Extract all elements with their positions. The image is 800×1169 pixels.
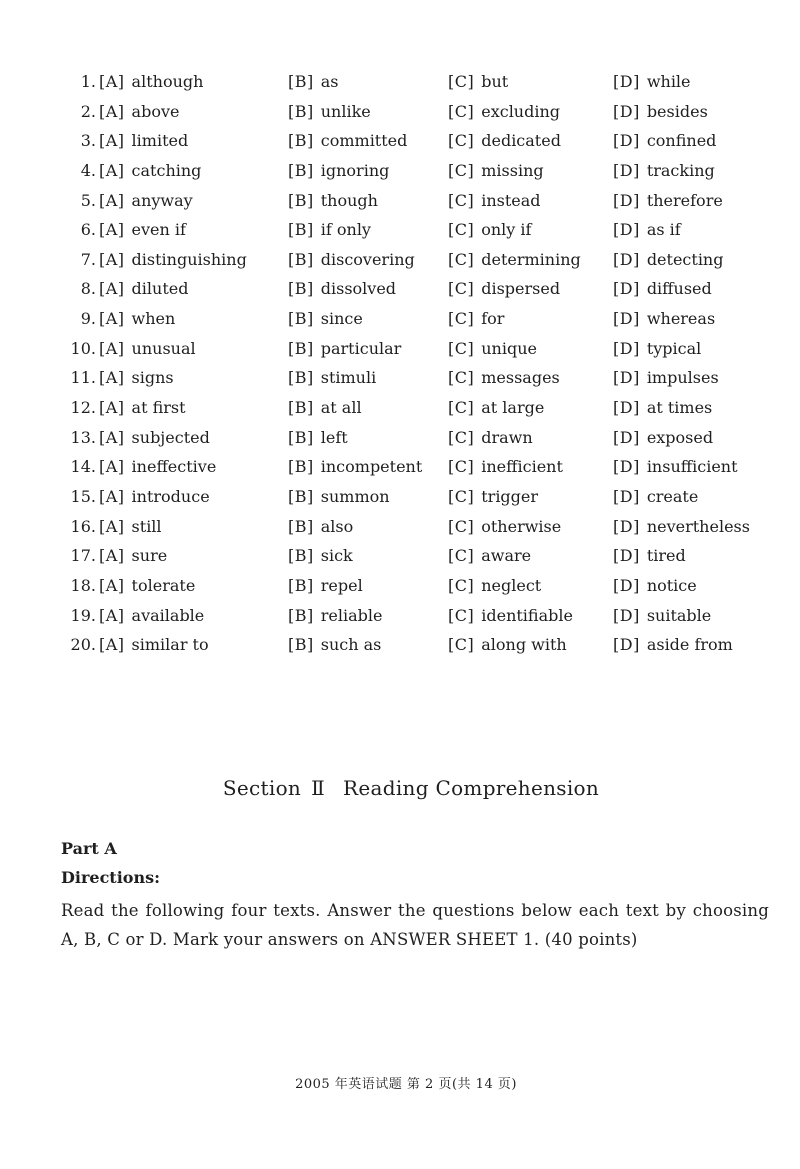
option-text: unlike <box>320 101 371 121</box>
option-letter: [A] <box>99 338 125 358</box>
option-c <box>448 156 613 186</box>
option-text: tracking <box>646 160 715 180</box>
question-row <box>60 482 780 512</box>
option-text: along with <box>481 635 567 655</box>
option-c <box>448 601 613 631</box>
option-b <box>288 482 448 512</box>
option-letter: [A] <box>99 309 125 329</box>
option-letter: [C] <box>448 575 475 595</box>
question-number: 19. <box>70 605 96 625</box>
option-text: as <box>320 72 339 91</box>
option-c <box>448 512 613 542</box>
question-row <box>60 334 780 364</box>
option-letter: [B] <box>288 486 314 506</box>
option-text: summon <box>320 486 390 506</box>
option-letter: [C] <box>448 72 475 91</box>
option-text: create <box>646 486 699 506</box>
option-text: diluted <box>131 279 189 299</box>
question-row <box>60 512 780 542</box>
question-row <box>60 245 780 275</box>
option-c <box>448 630 613 660</box>
question-number: 10. <box>70 338 96 358</box>
option-text: diffused <box>646 279 712 299</box>
question-number: 6. <box>80 220 96 240</box>
option-text: though <box>320 190 378 210</box>
question-row <box>60 393 780 423</box>
option-letter: [C] <box>448 368 475 388</box>
question-number: 4. <box>80 160 96 180</box>
option-d <box>613 541 763 571</box>
option-text: sure <box>131 546 168 566</box>
option-text: therefore <box>646 190 723 210</box>
option-text: discovering <box>320 249 415 269</box>
option-a <box>99 186 288 216</box>
option-letter: [B] <box>288 368 314 388</box>
option-letter: [D] <box>613 220 640 240</box>
option-text: as if <box>646 220 681 240</box>
question-number: 18. <box>70 575 96 595</box>
option-d <box>613 274 763 304</box>
option-text: above <box>131 101 180 121</box>
option-letter: [D] <box>613 575 640 595</box>
option-letter: [C] <box>448 546 475 566</box>
option-letter: [C] <box>448 398 475 418</box>
option-d <box>613 126 763 156</box>
option-letter: [B] <box>288 249 314 269</box>
option-letter: [B] <box>288 131 314 151</box>
option-letter: [A] <box>99 546 125 566</box>
option-letter: [C] <box>448 486 475 506</box>
option-letter: [D] <box>613 516 640 536</box>
option-letter: [C] <box>448 160 475 180</box>
option-d <box>613 363 763 393</box>
part-a-heading: Part A <box>61 839 117 858</box>
option-letter: [C] <box>448 427 475 447</box>
option-a <box>99 452 288 482</box>
option-letter: [B] <box>288 190 314 210</box>
question-number: 3. <box>80 131 96 151</box>
option-text: but <box>481 72 509 91</box>
option-letter: [A] <box>99 101 125 121</box>
option-b <box>288 571 448 601</box>
question-row <box>60 186 780 216</box>
option-letter: [D] <box>613 635 640 655</box>
option-letter: [C] <box>448 190 475 210</box>
option-text: at all <box>320 398 362 418</box>
option-letter: [A] <box>99 486 125 506</box>
option-b <box>288 126 448 156</box>
option-text: impulses <box>646 368 719 388</box>
question-row <box>60 363 780 393</box>
option-text: neglect <box>481 575 542 595</box>
option-b <box>288 97 448 127</box>
option-text: dispersed <box>481 279 561 299</box>
option-c <box>448 245 613 275</box>
option-letter: [D] <box>613 427 640 447</box>
option-letter: [A] <box>99 575 125 595</box>
option-d <box>613 245 763 275</box>
option-text: exposed <box>646 427 714 447</box>
option-text: dedicated <box>481 131 561 151</box>
option-d <box>613 156 763 186</box>
question-row <box>60 274 780 304</box>
option-b <box>288 393 448 423</box>
option-text: when <box>131 309 176 329</box>
option-text: stimuli <box>320 368 377 388</box>
option-text: left <box>320 427 348 447</box>
option-d <box>613 67 763 97</box>
section-numeral: Ⅱ <box>311 776 326 800</box>
option-b <box>288 541 448 571</box>
option-b <box>288 67 448 97</box>
option-a <box>99 630 288 660</box>
option-letter: [A] <box>99 160 125 180</box>
option-letter: [C] <box>448 279 475 299</box>
option-b <box>288 245 448 275</box>
option-text: determining <box>481 249 581 269</box>
option-letter: [D] <box>613 131 640 151</box>
option-c <box>448 304 613 334</box>
option-text: such as <box>320 635 382 655</box>
option-a <box>99 423 288 453</box>
option-letter: [D] <box>613 457 640 477</box>
option-letter: [D] <box>613 160 640 180</box>
question-number: 11. <box>70 368 96 388</box>
option-text: similar to <box>131 635 209 655</box>
option-text: sick <box>320 546 353 566</box>
question-row <box>60 156 780 186</box>
option-c <box>448 541 613 571</box>
option-letter: [C] <box>448 338 475 358</box>
option-letter: [D] <box>613 546 640 566</box>
option-text: even if <box>131 220 186 240</box>
option-text: catching <box>131 160 202 180</box>
question-number: 8. <box>80 279 96 299</box>
option-b <box>288 601 448 631</box>
option-a <box>99 245 288 275</box>
option-letter: [A] <box>99 605 125 625</box>
option-text: introduce <box>131 486 210 506</box>
option-text: available <box>131 605 205 625</box>
option-letter: [B] <box>288 160 314 180</box>
option-b <box>288 274 448 304</box>
option-letter: [B] <box>288 457 314 477</box>
option-a <box>99 482 288 512</box>
option-letter: [A] <box>99 457 125 477</box>
option-c <box>448 482 613 512</box>
option-text: at first <box>131 398 186 418</box>
option-d <box>613 452 763 482</box>
option-text: notice <box>646 575 697 595</box>
option-text: only if <box>481 220 532 240</box>
option-letter: [D] <box>613 279 640 299</box>
option-text: trigger <box>481 486 539 506</box>
option-b <box>288 215 448 245</box>
question-number: 14. <box>70 457 96 477</box>
option-letter: [C] <box>448 131 475 151</box>
option-letter: [D] <box>613 72 640 91</box>
question-row <box>60 215 780 245</box>
option-c <box>448 423 613 453</box>
question-row <box>60 126 780 156</box>
question-number: 1. <box>80 72 96 91</box>
option-letter: [C] <box>448 220 475 240</box>
option-letter: [A] <box>99 190 125 210</box>
option-letter: [D] <box>613 486 640 506</box>
question-number: 12. <box>70 398 96 418</box>
option-a <box>99 304 288 334</box>
option-letter: [D] <box>613 249 640 269</box>
option-letter: [C] <box>448 635 475 655</box>
option-text: confined <box>646 131 717 151</box>
option-text: insufficient <box>646 457 738 477</box>
option-letter: [D] <box>613 309 640 329</box>
option-text: ignoring <box>320 160 390 180</box>
option-text: detecting <box>646 249 724 269</box>
option-d <box>613 334 763 364</box>
option-letter: [A] <box>99 279 125 299</box>
option-text: signs <box>131 368 174 388</box>
option-a <box>99 126 288 156</box>
option-text: otherwise <box>481 516 562 536</box>
option-d <box>613 630 763 660</box>
option-text: aware <box>481 546 532 566</box>
question-row <box>60 630 780 660</box>
option-text: whereas <box>646 309 716 329</box>
option-d <box>613 186 763 216</box>
option-letter: [C] <box>448 516 475 536</box>
question-number: 9. <box>80 309 96 329</box>
option-letter: [B] <box>288 101 314 121</box>
option-letter: [D] <box>613 398 640 418</box>
option-text: dissolved <box>320 279 397 299</box>
option-text: typical <box>646 338 702 358</box>
option-b <box>288 304 448 334</box>
section-heading <box>0 776 800 800</box>
option-letter: [D] <box>613 101 640 121</box>
option-b <box>288 334 448 364</box>
option-letter: [C] <box>448 249 475 269</box>
option-letter: [B] <box>288 72 314 91</box>
option-text: at times <box>646 398 713 418</box>
option-text: limited <box>131 131 189 151</box>
option-text: although <box>131 72 204 91</box>
option-letter: [B] <box>288 220 314 240</box>
option-d <box>613 97 763 127</box>
question-number: 7. <box>80 249 96 269</box>
option-letter: [C] <box>448 457 475 477</box>
option-a <box>99 67 288 97</box>
option-c <box>448 452 613 482</box>
option-text: nevertheless <box>646 516 750 536</box>
option-text: instead <box>481 190 541 210</box>
directions-heading: Directions: <box>61 868 160 887</box>
option-text: ineffective <box>131 457 217 477</box>
option-letter: [B] <box>288 279 314 299</box>
option-letter: [B] <box>288 309 314 329</box>
option-d <box>613 571 763 601</box>
question-row <box>60 452 780 482</box>
option-text: inefficient <box>481 457 563 477</box>
option-b <box>288 512 448 542</box>
option-b <box>288 630 448 660</box>
option-letter: [A] <box>99 427 125 447</box>
option-a <box>99 541 288 571</box>
option-text: missing <box>481 160 544 180</box>
option-text: distinguishing <box>131 249 247 269</box>
option-text: messages <box>481 368 560 388</box>
option-text: anyway <box>131 190 193 210</box>
option-c <box>448 215 613 245</box>
section-label: Section <box>222 776 302 800</box>
option-text: since <box>320 309 363 329</box>
option-a <box>99 571 288 601</box>
option-letter: [C] <box>448 101 475 121</box>
option-text: particular <box>320 338 402 358</box>
question-row <box>60 601 780 631</box>
question-number: 5. <box>80 190 96 210</box>
option-b <box>288 423 448 453</box>
option-d <box>613 215 763 245</box>
option-text: committed <box>320 131 408 151</box>
question-number: 2. <box>80 101 96 121</box>
option-text: reliable <box>320 605 383 625</box>
option-b <box>288 186 448 216</box>
option-letter: [A] <box>99 72 125 91</box>
option-text: while <box>646 72 691 91</box>
option-a <box>99 601 288 631</box>
directions-text: Read the following four texts. Answer the questions below each text by choosing A, B, C or D. Mark your answers on ANSWER SHEET 1. (40 points) <box>61 901 769 949</box>
option-letter: [A] <box>99 368 125 388</box>
option-letter: [C] <box>448 309 475 329</box>
option-b <box>288 363 448 393</box>
question-row <box>60 97 780 127</box>
option-b <box>288 156 448 186</box>
option-text: besides <box>646 101 708 121</box>
option-a <box>99 334 288 364</box>
option-letter: [A] <box>99 220 125 240</box>
option-c <box>448 334 613 364</box>
option-letter: [C] <box>448 605 475 625</box>
option-text: repel <box>320 575 363 595</box>
option-c <box>448 67 613 97</box>
question-number: 16. <box>70 516 96 536</box>
option-d <box>613 512 763 542</box>
option-text: aside from <box>646 635 733 655</box>
question-row <box>60 304 780 334</box>
option-text: unusual <box>131 338 196 358</box>
option-d <box>613 393 763 423</box>
option-text: drawn <box>481 427 533 447</box>
option-c <box>448 186 613 216</box>
question-number: 17. <box>70 546 96 566</box>
option-text: for <box>481 309 505 329</box>
option-text: at large <box>481 398 545 418</box>
option-text: subjected <box>131 427 210 447</box>
option-a <box>99 156 288 186</box>
option-c <box>448 97 613 127</box>
option-text: tired <box>646 546 686 566</box>
option-letter: [B] <box>288 575 314 595</box>
option-letter: [D] <box>613 368 640 388</box>
option-a <box>99 393 288 423</box>
option-letter: [A] <box>99 131 125 151</box>
option-text: also <box>320 516 354 536</box>
option-letter: [B] <box>288 398 314 418</box>
option-d <box>613 423 763 453</box>
question-row <box>60 423 780 453</box>
option-d <box>613 601 763 631</box>
option-c <box>448 571 613 601</box>
cloze-options-list <box>60 67 780 660</box>
option-letter: [B] <box>288 338 314 358</box>
option-d <box>613 304 763 334</box>
option-a <box>99 97 288 127</box>
option-letter: [D] <box>613 605 640 625</box>
option-a <box>99 363 288 393</box>
question-number: 13. <box>70 427 96 447</box>
option-a <box>99 274 288 304</box>
option-letter: [B] <box>288 605 314 625</box>
option-b <box>288 452 448 482</box>
option-letter: [D] <box>613 338 640 358</box>
option-letter: [A] <box>99 635 125 655</box>
option-letter: [B] <box>288 427 314 447</box>
option-letter: [A] <box>99 398 125 418</box>
option-letter: [D] <box>613 190 640 210</box>
question-number: 20. <box>70 635 96 655</box>
option-text: incompetent <box>320 457 423 477</box>
option-a <box>99 215 288 245</box>
option-letter: [B] <box>288 635 314 655</box>
option-text: suitable <box>646 605 712 625</box>
option-letter: [B] <box>288 546 314 566</box>
option-text: unique <box>481 338 537 358</box>
page-footer: 2005 年英语试题 第 2 页(共 14 页) <box>295 1077 517 1092</box>
option-letter: [A] <box>99 516 125 536</box>
option-c <box>448 393 613 423</box>
option-text: if only <box>320 220 371 240</box>
option-text: excluding <box>481 101 561 121</box>
option-letter: [B] <box>288 516 314 536</box>
option-d <box>613 482 763 512</box>
question-row <box>60 571 780 601</box>
question-row <box>60 67 780 97</box>
option-text: still <box>131 516 162 536</box>
option-a <box>99 512 288 542</box>
question-row <box>60 541 780 571</box>
option-text: tolerate <box>131 575 196 595</box>
option-text: identifiable <box>481 605 573 625</box>
question-number: 15. <box>70 486 96 506</box>
option-letter: [A] <box>99 249 125 269</box>
option-c <box>448 126 613 156</box>
option-c <box>448 363 613 393</box>
section-name: Reading Comprehension <box>343 776 600 800</box>
option-c <box>448 274 613 304</box>
